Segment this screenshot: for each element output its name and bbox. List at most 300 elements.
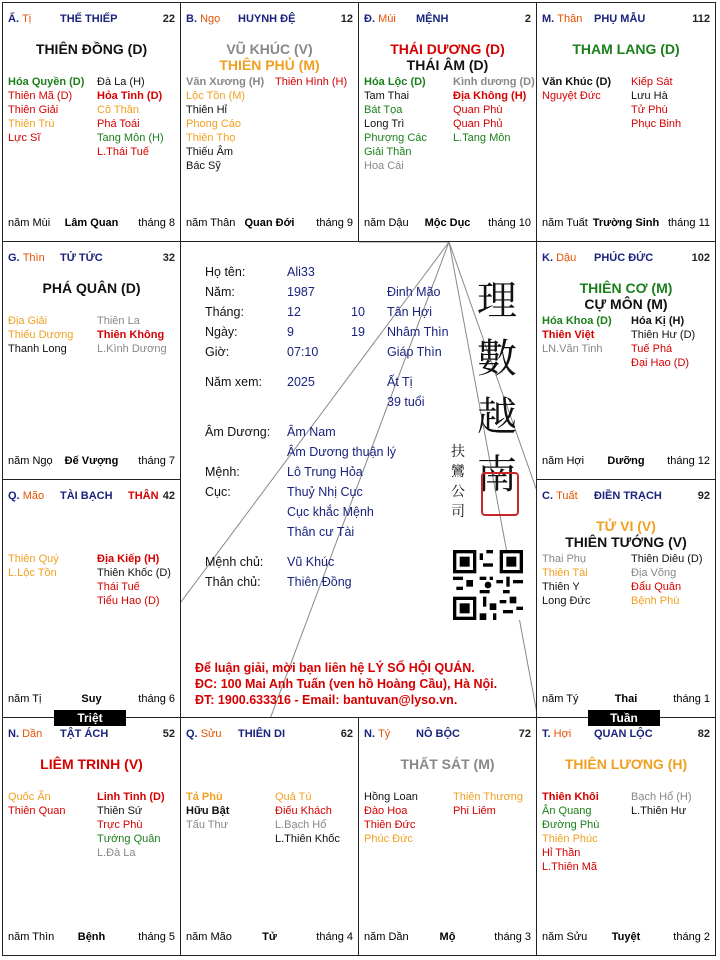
- palace-number: 102: [691, 252, 710, 264]
- value-menh-chu: Vũ Khúc: [287, 555, 335, 569]
- minor-star: Thiên Mã (D): [8, 90, 73, 102]
- palace-year: năm Thân: [186, 217, 236, 229]
- minor-star: Thiên Thương: [453, 791, 524, 803]
- minor-star: Điếu Khách: [275, 805, 332, 817]
- palace-year: năm Hợi: [542, 455, 585, 467]
- palace-chi: Hợi: [553, 728, 572, 740]
- minor-star: Bát Tọa: [364, 104, 403, 116]
- minor-star: Kiếp Sát: [631, 76, 673, 88]
- value-thang: 12: [287, 305, 301, 319]
- palace-month: tháng 5: [138, 931, 175, 943]
- palace-stage: Thai: [614, 693, 638, 705]
- palace-year: năm Tý: [542, 693, 579, 705]
- palace-year: năm Sửu: [542, 931, 588, 943]
- minor-star: Hoa Cái: [364, 160, 404, 172]
- minor-star: Phúc Đức: [364, 833, 413, 845]
- minor-star: Thiên Sứ: [97, 805, 143, 817]
- minor-star: Hỉ Thần: [542, 847, 581, 859]
- minor-star: Đào Hoa: [364, 805, 408, 817]
- palace-name: PHÚC ĐỨC: [594, 252, 654, 264]
- palace-chi: Thìn: [22, 252, 45, 264]
- palace-ngo[interactable]: [180, 2, 359, 242]
- minor-star: Phượng Các: [364, 132, 427, 144]
- minor-star: Thiên Thọ: [186, 132, 236, 144]
- palace-footer: [542, 931, 710, 945]
- palace-footer: [364, 217, 531, 231]
- palace-number: 112: [692, 13, 710, 25]
- palace-can-letter: M.: [542, 13, 555, 25]
- palace-stage: Đế Vượng: [64, 455, 119, 467]
- palace-stage: Dưỡng: [607, 455, 645, 467]
- palace-chi: Tý: [378, 728, 391, 740]
- minor-stars-left: [542, 552, 590, 608]
- main-star: THIÊN PHỦ (M): [219, 57, 320, 73]
- minor-stars-right: [631, 314, 695, 370]
- palace-can: [364, 13, 396, 25]
- main-star: THIÊN TƯỚNG (V): [565, 534, 687, 550]
- palace-year: năm Thìn: [8, 931, 55, 943]
- palace-stage: Mộ: [439, 931, 456, 943]
- palace-header: [542, 252, 710, 266]
- palace-stage: Suy: [81, 693, 102, 705]
- value-nam-xem-can: Ất Tị: [387, 375, 413, 389]
- than-marker: THÂN: [128, 490, 159, 502]
- minor-star: Thiên Đức: [364, 819, 416, 831]
- palace-suu[interactable]: [180, 717, 359, 956]
- minor-star: Đại Hao (D): [631, 357, 690, 369]
- palace-name: QUAN LỘC: [594, 728, 653, 740]
- main-star: THÁI DƯƠNG (D): [390, 41, 505, 57]
- calligraphy-logo: [475, 272, 519, 504]
- minor-stars-left: [8, 790, 65, 818]
- minor-star: Thiên Hình (H): [275, 76, 348, 88]
- minor-star: Trực Phù: [97, 819, 143, 831]
- palace-chi: Tị: [22, 13, 32, 25]
- label-cuc: Cục:: [205, 485, 231, 499]
- value-nam: 1987: [287, 285, 315, 299]
- contact-line-3: ĐT: 1900.633316 - Email: bantuvan@lyso.vn.: [195, 693, 458, 707]
- palace-number: 22: [162, 13, 175, 25]
- palace-name: TÀI BẠCH: [60, 490, 113, 502]
- minor-star: Lực Sĩ: [8, 132, 41, 144]
- minor-star: Thiên Hư (D): [631, 329, 696, 341]
- palace-footer: [364, 931, 531, 945]
- minor-star: Bệnh Phù: [631, 595, 680, 607]
- minor-star: Thiên Không: [97, 329, 165, 341]
- palace-header: [542, 490, 710, 504]
- minor-star: Thiên Quan: [8, 805, 66, 817]
- minor-star: Thai Phụ: [542, 553, 587, 565]
- minor-star: Linh Tinh (D): [97, 791, 165, 803]
- minor-stars-left: [364, 75, 427, 173]
- minor-stars-left: [542, 790, 599, 874]
- minor-stars-left: [8, 314, 73, 356]
- label-than-chu: Thân chủ:: [205, 575, 261, 589]
- palace-month: tháng 2: [673, 931, 710, 943]
- main-star: VŨ KHÚC (V): [226, 41, 313, 57]
- label-ho-ten: Họ tên:: [205, 265, 246, 279]
- minor-stars-right: [453, 790, 523, 818]
- minor-star: Thiên Giải: [8, 104, 59, 116]
- minor-star: L.Tang Môn: [453, 132, 511, 144]
- minor-star: L.Thiên Mã: [542, 861, 598, 873]
- main-star: THAM LANG (D): [572, 41, 680, 57]
- center-panel: [180, 241, 537, 718]
- minor-star: Phục Binh: [631, 118, 682, 130]
- minor-star: Thiên Việt: [542, 329, 595, 341]
- seal-small-label: 扶鸞公司: [451, 444, 465, 520]
- palace-footer: [8, 217, 175, 231]
- palace-can-letter: Q.: [186, 728, 198, 740]
- minor-star: LN.Văn Tinh: [542, 343, 603, 355]
- minor-star: Thiên Khôi: [542, 791, 599, 803]
- minor-star: Quan Phù: [453, 104, 503, 116]
- palace-than[interactable]: [536, 2, 716, 242]
- minor-star: Đường Phù: [542, 819, 600, 831]
- minor-star: Tam Thai: [364, 90, 410, 102]
- palace-stage: Trường Sinh: [592, 217, 660, 229]
- palace-can-letter: T.: [542, 728, 551, 740]
- palace-header: [364, 13, 531, 27]
- palace-stage: Bệnh: [77, 931, 106, 943]
- palace-can-letter: N.: [364, 728, 375, 740]
- palace-footer: [186, 217, 353, 231]
- minor-star: Bạch Hổ (H): [631, 791, 692, 803]
- palace-year: năm Tuất: [542, 217, 588, 229]
- main-star: PHÁ QUÂN (D): [42, 280, 141, 296]
- minor-stars-right: [97, 790, 165, 860]
- triet-marker: Triệt: [54, 710, 126, 726]
- minor-star: Ân Quang: [542, 805, 592, 817]
- palace-can-letter: Ấ.: [8, 13, 19, 25]
- minor-star: Đẩu Quân: [631, 581, 682, 593]
- value-thang-can: Tân Hợi: [387, 305, 433, 319]
- palace-chi: Dần: [22, 728, 43, 740]
- contact-line-1: Để luận giải, mời bạn liên hệ LÝ SỐ HỘI QUÁN.: [195, 661, 475, 675]
- minor-star: Thiên Y: [542, 581, 580, 593]
- minor-star: Lưu Hà: [631, 90, 668, 102]
- minor-star: Thiên Tài: [542, 567, 588, 579]
- minor-star: Địa Không (H): [453, 90, 527, 102]
- minor-star: Tiểu Hao (D): [97, 595, 160, 607]
- palace-number: 42: [162, 490, 175, 502]
- minor-star: Phong Cáo: [186, 118, 242, 130]
- palace-mui[interactable]: [358, 2, 537, 242]
- value-am-duong-2: Âm Dương thuận lý: [287, 445, 396, 459]
- palace-year: năm Ngọ: [8, 455, 53, 467]
- palace-name: PHỤ MẪU: [594, 13, 646, 25]
- palace-ty2[interactable]: [358, 717, 537, 956]
- palace-can: [542, 13, 582, 25]
- palace-header: [364, 728, 531, 742]
- minor-star: Quốc Ấn: [8, 791, 51, 803]
- palace-can: [8, 490, 44, 502]
- palace-header: [8, 490, 175, 504]
- palace-can: [186, 728, 222, 740]
- minor-stars-left: [8, 552, 59, 580]
- palace-footer: [8, 931, 175, 945]
- palace-month: tháng 6: [138, 693, 175, 705]
- contact-line-2: ĐC: 100 Mai Anh Tuấn (ven hồ Hoàng Cầu), Hà Nội.: [195, 677, 498, 691]
- minor-stars-right: [275, 75, 347, 89]
- palace-month: tháng 8: [138, 217, 175, 229]
- palace-dan[interactable]: [2, 717, 181, 956]
- minor-star: Nguyệt Đức: [542, 90, 601, 102]
- qr-code[interactable]: [453, 550, 523, 620]
- minor-star: Phá Toái: [97, 118, 140, 130]
- minor-star: Tang Môn (H): [97, 132, 164, 144]
- minor-stars-left: [8, 75, 84, 145]
- main-star: THIÊN CƠ (M): [579, 280, 673, 296]
- palace-month: tháng 9: [316, 217, 353, 229]
- palace-tuat[interactable]: [536, 479, 716, 718]
- minor-star: L.Thiên Hư: [631, 805, 687, 817]
- palace-stage: Tuyệt: [611, 931, 641, 943]
- label-thang: Tháng:: [205, 305, 244, 319]
- minor-star: L.Thiên Khốc: [275, 833, 340, 845]
- label-menh: Mệnh:: [205, 465, 240, 479]
- minor-stars-right: [97, 314, 167, 356]
- palace-can: [186, 13, 220, 25]
- palace-year: năm Tị: [8, 693, 42, 705]
- palace-number: 92: [697, 490, 710, 502]
- minor-star: Thiên Trù: [8, 118, 55, 130]
- palace-name: THẾ THIẾP: [60, 13, 118, 25]
- palace-stage: Quan Đới: [244, 217, 295, 229]
- main-star: LIÊM TRINH (V): [40, 756, 143, 772]
- minor-star: Thiên Khốc (D): [97, 567, 171, 579]
- palace-number: 12: [340, 13, 353, 25]
- palace-month: tháng 1: [673, 693, 710, 705]
- minor-star: Thiên Quý: [8, 553, 59, 565]
- minor-star: Tấu Thư: [186, 819, 229, 831]
- label-nam: Năm:: [205, 285, 235, 299]
- minor-star: Hữu Bật: [186, 805, 230, 817]
- value-cuc-3: Thân cư Tài: [287, 525, 355, 539]
- minor-star: Long Trì: [364, 118, 405, 130]
- minor-star: Hóa Kị (H): [631, 315, 685, 327]
- value-than-chu: Thiên Đồng: [287, 575, 352, 589]
- palace-header: [8, 252, 175, 266]
- minor-star: Tướng Quân: [97, 833, 161, 845]
- minor-stars-left: [186, 790, 229, 832]
- palace-can: [8, 252, 45, 264]
- palace-can: [364, 728, 390, 740]
- palace-month: tháng 4: [316, 931, 353, 943]
- palace-can-letter: B.: [186, 13, 197, 25]
- palace-can: [542, 728, 571, 740]
- palace-can-letter: N.: [8, 728, 19, 740]
- palace-footer: [8, 455, 175, 469]
- label-nam-xem: Năm xem:: [205, 375, 262, 389]
- palace-name: TỬ TỨC: [60, 252, 103, 264]
- palace-name: NÔ BỘC: [416, 728, 460, 740]
- label-ngay: Ngày:: [205, 325, 238, 339]
- minor-star: Giải Thần: [364, 146, 412, 158]
- minor-star: Kình dương (D): [453, 76, 535, 88]
- minor-stars-right: [97, 552, 171, 608]
- contact-block: [195, 660, 497, 708]
- value-menh: Lô Trung Hỏa: [287, 465, 363, 479]
- label-am-duong: Âm Dương:: [205, 425, 271, 439]
- value-cuc: Thuỷ Nhị Cục: [287, 485, 363, 499]
- value-tuoi: 39 tuổi: [387, 395, 425, 409]
- palace-number: 32: [162, 252, 175, 264]
- palace-name: TẬT ÁCH: [60, 728, 109, 740]
- value-ngay-am: 19: [351, 325, 365, 339]
- minor-star: L.Thái Tuế: [97, 146, 149, 158]
- value-ngay-can: Nhâm Thìn: [387, 325, 449, 339]
- palace-name: MỆNH: [416, 13, 449, 25]
- minor-star: Thiên Phúc: [542, 833, 598, 845]
- value-cuc-2: Cục khắc Mệnh: [287, 505, 374, 519]
- minor-star: Địa Kiếp (H): [97, 553, 160, 565]
- palace-hoi[interactable]: [536, 717, 716, 956]
- palace-dau[interactable]: [536, 241, 716, 480]
- minor-star: Quả Tú: [275, 791, 312, 803]
- minor-star: Hồng Loan: [364, 791, 418, 803]
- minor-star: Phi Liêm: [453, 805, 496, 817]
- palace-month: tháng 11: [667, 217, 710, 229]
- palace-number: 82: [697, 728, 710, 740]
- palace-chi: Mùi: [378, 13, 396, 25]
- minor-star: Cô Thần: [97, 104, 139, 116]
- minor-stars-left: [364, 790, 418, 846]
- palace-can-letter: Q.: [8, 490, 20, 502]
- minor-star: L.Bạch Hổ: [275, 819, 327, 831]
- palace-can-letter: K.: [542, 252, 553, 264]
- palace-name: HUYNH ĐỆ: [238, 13, 296, 25]
- palace-number: 2: [524, 13, 531, 25]
- minor-star: Văn Khúc (D): [542, 76, 612, 88]
- palace-number: 72: [518, 728, 531, 740]
- minor-star: Địa Võng: [631, 567, 677, 579]
- calligraphy-text: 理數越南: [477, 278, 517, 498]
- palace-chi: Tuất: [556, 490, 578, 502]
- palace-stage: Tử: [262, 931, 277, 943]
- minor-star: Đà La (H): [97, 76, 145, 88]
- minor-star: Thanh Long: [8, 343, 67, 355]
- palace-name: THIÊN DI: [238, 728, 286, 740]
- palace-thin[interactable]: [2, 241, 181, 480]
- palace-chi: Dậu: [556, 252, 577, 264]
- minor-star: Thiếu Âm: [186, 146, 234, 158]
- seal-small-text: [451, 442, 467, 522]
- minor-star: Tả Phù: [186, 791, 223, 803]
- palace-can-letter: C.: [542, 490, 553, 502]
- palace-chi: Ngọ: [200, 13, 221, 25]
- palace-footer: [542, 693, 710, 707]
- minor-stars-left: [542, 314, 612, 356]
- palace-ty[interactable]: [2, 2, 181, 242]
- palace-stage: Mộc Dục: [424, 217, 471, 229]
- minor-stars-right: [631, 790, 692, 818]
- palace-chi: Thân: [557, 13, 583, 25]
- palace-can-letter: G.: [8, 252, 20, 264]
- palace-header: [8, 728, 175, 742]
- palace-year: năm Dậu: [364, 217, 409, 229]
- minor-star: Văn Xương (H): [186, 76, 265, 88]
- palace-footer: [8, 693, 175, 707]
- value-nam-xem: 2025: [287, 375, 315, 389]
- minor-stars-left: [542, 75, 611, 103]
- minor-star: Thiên Hỉ: [186, 104, 227, 116]
- minor-star: Thiên Diêu (D): [631, 553, 703, 565]
- palace-number: 52: [162, 728, 175, 740]
- minor-star: Tử Phù: [631, 104, 668, 116]
- palace-header: [186, 13, 353, 27]
- palace-name: ĐIỀN TRẠCH: [594, 490, 662, 502]
- value-gio: 07:10: [287, 345, 319, 359]
- tuan-marker: Tuần: [588, 710, 660, 726]
- main-star: TỬ VI (V): [596, 518, 656, 534]
- minor-star: Quan Phủ: [453, 118, 503, 130]
- palace-footer: [542, 217, 710, 231]
- palace-can: [8, 13, 31, 25]
- red-seal-stamp: [481, 472, 519, 516]
- palace-year: năm Mão: [186, 931, 232, 943]
- main-star: THÁI ÂM (D): [406, 57, 489, 73]
- value-am-duong: Âm Nam: [287, 425, 336, 439]
- minor-stars-right: [275, 790, 340, 846]
- minor-star: Địa Giải: [8, 315, 48, 327]
- palace-month: tháng 12: [667, 455, 710, 467]
- palace-header: [542, 728, 710, 742]
- palace-year: năm Mùi: [8, 217, 51, 229]
- minor-stars-right: [453, 75, 535, 145]
- main-star: CỰ MÔN (M): [584, 296, 668, 312]
- palace-month: tháng 7: [138, 455, 175, 467]
- minor-star: L.Lộc Tồn: [8, 567, 57, 579]
- minor-stars-left: [186, 75, 264, 173]
- minor-star: Hóa Lộc (D): [364, 76, 426, 88]
- minor-star: Long Đức: [542, 595, 591, 607]
- palace-can-letter: Đ.: [364, 13, 375, 25]
- minor-star: Hóa Quyền (D): [8, 76, 85, 88]
- palace-stage: Lâm Quan: [64, 217, 119, 229]
- minor-star: L.Kình Dương: [97, 343, 167, 355]
- palace-mao[interactable]: [2, 479, 181, 718]
- label-menh-chu: Mệnh chủ:: [205, 555, 264, 569]
- minor-star: Lộc Tồn (M): [186, 90, 246, 102]
- label-gio: Giờ:: [205, 345, 230, 359]
- value-ngay: 9: [287, 325, 294, 339]
- minor-star: Hóa Khoa (D): [542, 315, 612, 327]
- value-thang-am: 10: [351, 305, 365, 319]
- minor-stars-right: [97, 75, 164, 159]
- palace-month: tháng 10: [488, 217, 531, 229]
- palace-can: [542, 252, 576, 264]
- minor-star: Thiên La: [97, 315, 140, 327]
- minor-star: Thiếu Dương: [8, 329, 74, 341]
- main-star: THIÊN ĐỒNG (D): [35, 41, 148, 57]
- palace-can: [8, 728, 42, 740]
- palace-month: tháng 3: [494, 931, 531, 943]
- minor-star: L.Đà La: [97, 847, 136, 859]
- palace-header: [186, 728, 353, 742]
- palace-footer: [186, 931, 353, 945]
- palace-number: 62: [340, 728, 353, 740]
- palace-can: [542, 490, 578, 502]
- minor-star: Thái Tuế: [97, 581, 140, 593]
- palace-chi: Mão: [22, 490, 45, 502]
- palace-header: [8, 13, 175, 27]
- value-gio-can: Giáp Thìn: [387, 345, 442, 359]
- main-star: THIÊN LƯƠNG (H): [564, 756, 688, 772]
- main-star: THẤT SÁT (M): [400, 756, 495, 772]
- palace-header: [542, 13, 710, 27]
- value-ho-ten: Ali33: [287, 265, 315, 279]
